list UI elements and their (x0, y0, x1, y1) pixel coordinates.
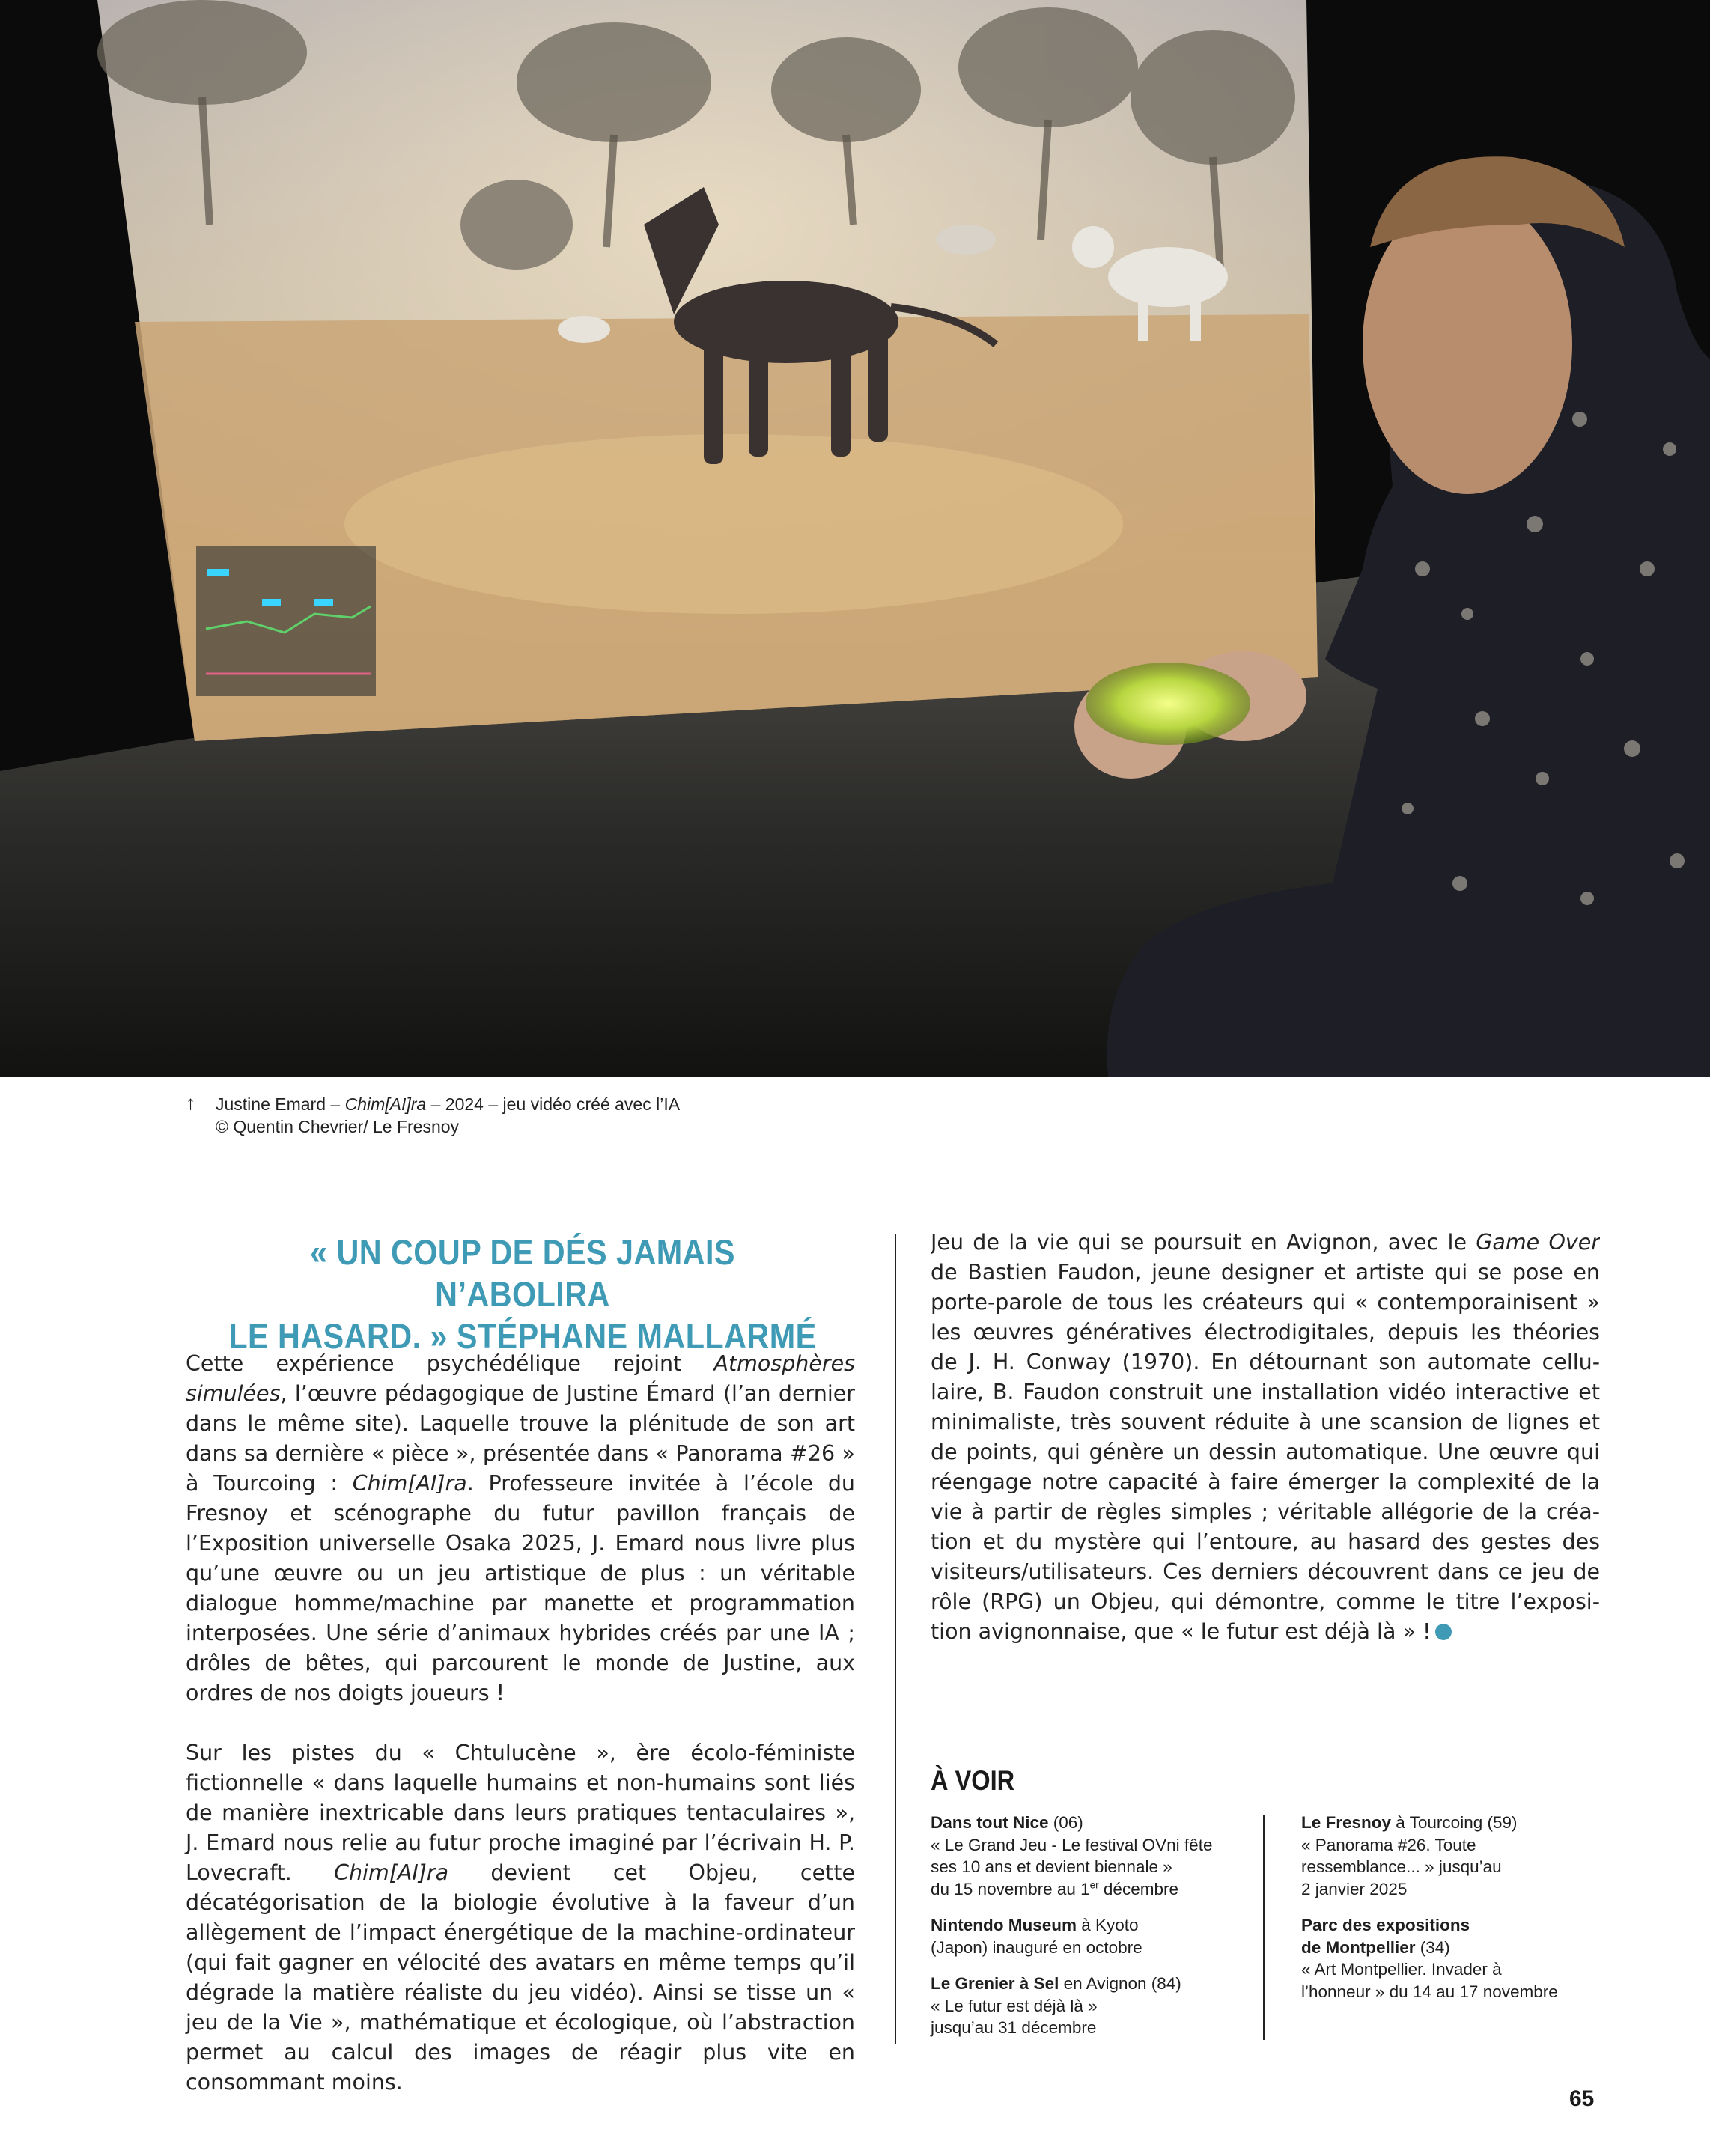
text-line (931, 1228, 1600, 1258)
pull-quote-headline (226, 1231, 819, 1357)
a-voir-list-left (931, 1812, 1245, 2053)
italic-title: Atmosphères simulées (186, 1351, 855, 1406)
agenda-detail: (Japon) inauguré en octobre (931, 1937, 1142, 1957)
text-run: minimaliste, très souvent réduite à une scansion de lignes et (931, 1410, 1600, 1434)
text-run: tion et du mystère qui l’entoure, au hasard des gestes des (931, 1529, 1600, 1554)
ordinal-suffix: er (1089, 1879, 1099, 1890)
agenda-detail: « Le futur est déjà là » (931, 1996, 1098, 2015)
text-run: , l’œuvre pédagogique de Justine Émard (l’an dernier dans le même site). Laquelle trouve la plénitude de son art dans sa dernière « pièce », présentée dans « Panorama #26 » à Tourcoing : (186, 1381, 855, 1496)
agenda-item (931, 1812, 1245, 1900)
date-text: du 15 novembre au 1 (931, 1879, 1090, 1898)
italic-title: Chim[AI]ra (352, 1471, 467, 1496)
venue-location: (06) (1048, 1813, 1083, 1832)
venue-location: en Avignon (84) (1059, 1974, 1181, 1993)
text-line (931, 1377, 1600, 1407)
artwork-photo (0, 0, 1710, 1077)
text-line (931, 1437, 1600, 1467)
agenda-venue (1301, 1914, 1616, 1937)
text-line (931, 1318, 1600, 1348)
venue-name: de Montpellier (1301, 1937, 1416, 1957)
agenda-detail: 2 janvier 2025 (1301, 1879, 1408, 1898)
agenda-detail: « Art Montpellier. Invader à (1301, 1960, 1502, 1979)
text-line (931, 1617, 1600, 1647)
article-paragraph-1 (186, 1349, 855, 1708)
venue-name: Le Fresnoy (1301, 1813, 1392, 1832)
a-voir-title: À VOIR (931, 1765, 1015, 1796)
date-text: décembre (1098, 1879, 1178, 1898)
text-line (931, 1288, 1600, 1318)
text-line (931, 1557, 1600, 1587)
caption-line-1: Justine Emard – Chim[AI]ra – 2024 – jeu vidéo créé avec l’IA (216, 1094, 681, 1114)
text-run: laire, B. Faudon construit une installation vidéo interactive et (931, 1380, 1600, 1404)
agenda-detail: « Le Grand Jeu - Le festival OVni fête (931, 1835, 1213, 1854)
text-run: Cette expérience psychédélique rejoint (186, 1351, 714, 1376)
headline-line-2: LE HASARD. » STÉPHANE MALLARMÉ (228, 1316, 817, 1356)
text-line (931, 1467, 1600, 1497)
text-line (931, 1348, 1600, 1377)
text-run: rôle (RPG) un Objeu, qui démontre, comme le titre l’exposi- (931, 1589, 1600, 1614)
page-number: 65 (1569, 2086, 1595, 2111)
text-run: . Professeure invitée à l’école du Fresnoy et scénographe du futur pavillon français de l’Exposition universelle Osaka 2025, J. Emard nous livre plus qu’une œuvre ou un jeu artistique de plus : un véritable dialogue homme/machine par manette et programmation interposées. Une série d’animaux hybrides créés par une IA ; drôles de bêtes, qui parcourent le monde de Justine, aux ordres de nos doigts joueurs ! (186, 1471, 855, 1705)
text-line (931, 1258, 1600, 1288)
agenda-detail: ses 10 ans et devient biennale » (931, 1857, 1172, 1876)
column-divider (895, 1234, 896, 2044)
agenda-dates (931, 1878, 1245, 1901)
text-run: devient cet Objeu, cette décatégorisation de la biologie évolutive à la faveur d’un allègement de l’impact énergétique de la machine-ordinateur (qui fait gagner en vélocité des avatars en même temps qu’il dégrade la matière réaliste du jeu vidéo). Ainsi se tisse un « jeu de la Vie », mathématique et écologique, où l’abstraction permet au calcul des images de réagir plus vite en consommant moins. (186, 1860, 855, 2095)
end-mark-dot-icon (1435, 1624, 1452, 1640)
agenda-detail: jusqu’au 31 décembre (931, 2018, 1097, 2037)
text-line (931, 1527, 1600, 1557)
venue-location: (34) (1415, 1937, 1450, 1957)
text-run: réengage notre capacité à faire émerger la complexité de la (931, 1470, 1600, 1494)
agenda-item (931, 1973, 1245, 2039)
agenda-detail: l’honneur » du 14 au 17 novembre (1301, 1982, 1558, 2001)
caption-credit: © Quentin Chevrier/ Le Fresnoy (216, 1117, 460, 1136)
a-voir-list-right (1301, 1812, 1616, 2017)
agenda-venue-cont (1301, 1937, 1616, 1959)
text-run: Jeu de la vie qui se poursuit en Avignon, avec le (931, 1230, 1476, 1255)
text-run: vie à partir de règles simples ; véritable allégorie de la créa- (931, 1499, 1600, 1524)
agenda-item (1301, 1812, 1616, 1900)
photo-caption (186, 1093, 680, 1138)
agenda-venue (1301, 1812, 1616, 1834)
text-run: porte-parole de tous les créateurs qui « contemporainisent » (931, 1290, 1600, 1315)
text-line (931, 1587, 1600, 1617)
agenda-item (1301, 1914, 1616, 2003)
venue-name: Dans tout Nice (931, 1813, 1049, 1832)
agenda-venue (931, 1914, 1245, 1937)
text-line (931, 1497, 1600, 1527)
arrow-up-icon: ↑ (186, 1091, 195, 1114)
agenda-item (931, 1914, 1245, 1958)
text-run: visiteurs/utilisateurs. Ces derniers découvrent dans ce jeu de (931, 1559, 1600, 1584)
agenda-detail: ressemblance... » jusqu’au (1301, 1857, 1502, 1876)
article-right-column (931, 1228, 1600, 1647)
venue-location: à Tourcoing (59) (1391, 1813, 1518, 1832)
text-run: de Bastien Faudon, jeune designer et artiste qui se pose en (931, 1260, 1600, 1285)
text-run: de points, qui génère un dessin automatique. Une œuvre qui (931, 1440, 1600, 1464)
italic-title: Game Over (1476, 1230, 1600, 1255)
text-run: de J. H. Conway (1970). En détournant son automate cellu- (931, 1350, 1600, 1374)
agenda-detail: « Panorama #26. Toute (1301, 1835, 1476, 1854)
article-left-column (186, 1349, 855, 2098)
agenda-divider (1263, 1815, 1265, 2040)
headline-line-1: « UN COUP DE DÉS JAMAIS N’ABOLIRA (310, 1232, 735, 1314)
venue-name: Nintendo Museum (931, 1916, 1077, 1934)
italic-title: Chim[AI]ra (334, 1860, 449, 1885)
venue-name: Le Grenier à Sel (931, 1974, 1059, 1993)
text-line (931, 1407, 1600, 1437)
article-paragraph-3 (931, 1228, 1600, 1647)
venue-location: à Kyoto (1077, 1916, 1139, 1934)
text-run: tion avignonnaise, que « le futur est déjà là » ! (931, 1619, 1431, 1644)
venue-name: Parc des expositions (1301, 1916, 1470, 1934)
agenda-venue (931, 1812, 1245, 1834)
text-run: Sur les pistes du « Chtulucène », ère écolo-féministe fictionnelle « dans laquelle humains et non-humains sont liés de manière inextricable dans leurs pratiques tentaculaires », J. Emard nous relie au futur proche imaginé par l’écrivain H. P. Lovecraft. (186, 1741, 855, 1885)
text-run: les œuvres génératives électrodigitales, depuis les théories (931, 1320, 1600, 1345)
photo-illustration (0, 0, 1710, 1077)
agenda-venue (931, 1973, 1245, 1995)
article-paragraph-2 (186, 1738, 855, 2098)
